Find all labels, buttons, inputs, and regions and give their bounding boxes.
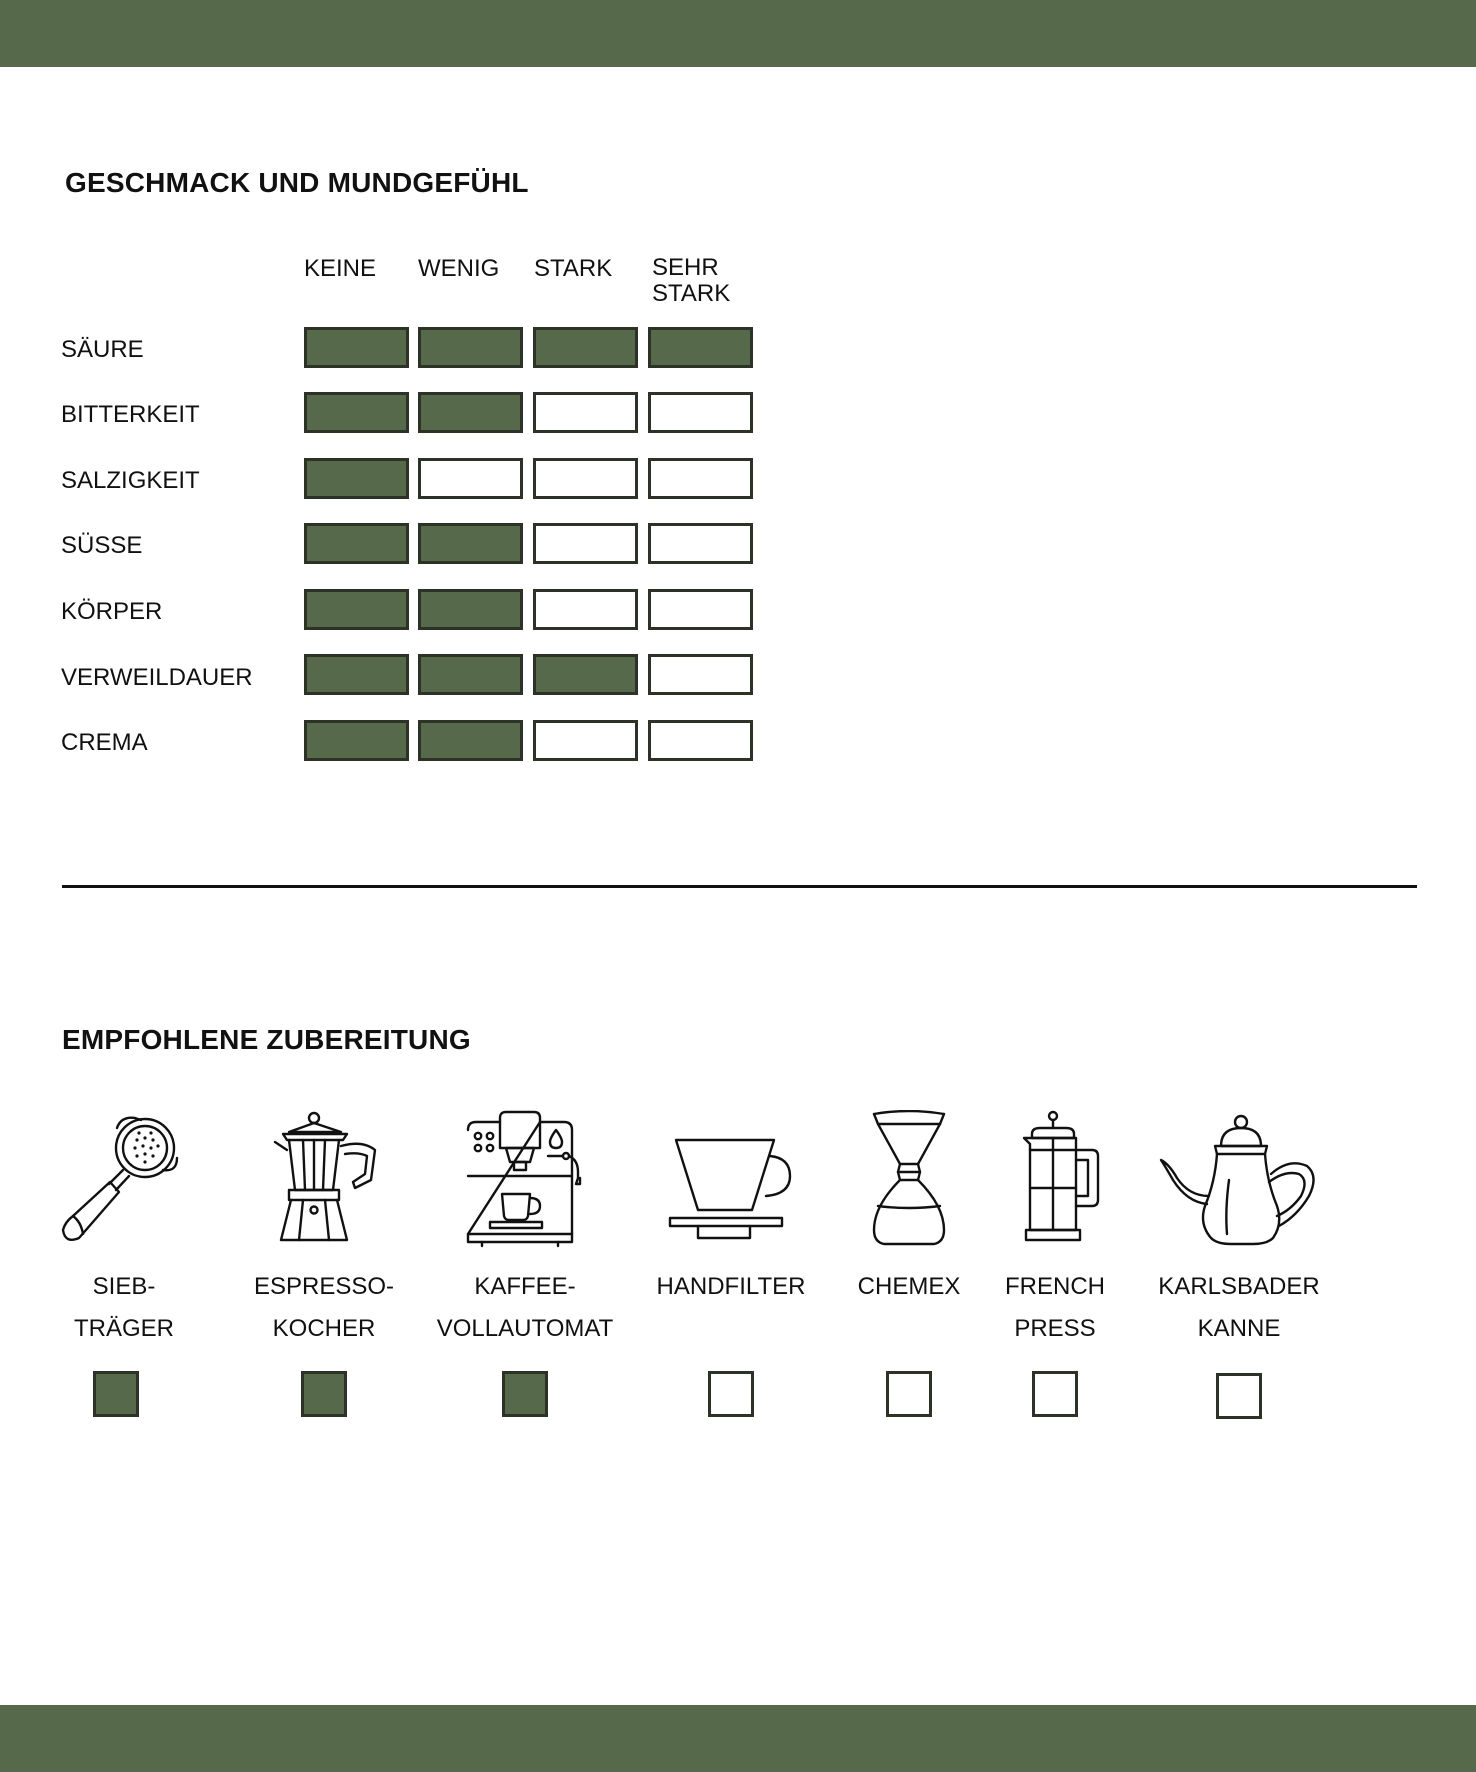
prep-method-moka-pot xyxy=(214,1110,434,1350)
rating-cell[interactable] xyxy=(533,589,638,630)
prep-checkbox-french-press[interactable] xyxy=(1032,1371,1078,1417)
rating-cell[interactable] xyxy=(304,458,409,499)
rating-cell[interactable] xyxy=(304,720,409,761)
rating-cell[interactable] xyxy=(533,654,638,695)
rating-cell[interactable] xyxy=(418,589,523,630)
rating-cell[interactable] xyxy=(418,458,523,499)
scale-header-none: KEINE xyxy=(304,255,377,282)
taste-row-label: VERWEILDAUER xyxy=(61,664,253,691)
prep-method-coffee-machine xyxy=(415,1110,635,1350)
rating-cell[interactable] xyxy=(418,523,523,564)
rating-cell[interactable] xyxy=(304,589,409,630)
prep-checkbox-chemex[interactable] xyxy=(886,1371,932,1417)
taste-row-label: KÖRPER xyxy=(61,598,163,625)
prep-checkbox-moka-pot[interactable] xyxy=(301,1371,347,1417)
prep-method-label: CHEMEX xyxy=(857,1273,961,1300)
prep-checkbox-pour-over[interactable] xyxy=(708,1371,754,1417)
rating-cell[interactable] xyxy=(418,720,523,761)
rating-cell[interactable] xyxy=(304,327,409,368)
prep-section-title: EMPFOHLENE ZUBEREITUNG xyxy=(62,1024,471,1055)
top-band xyxy=(0,0,1476,67)
rating-cell[interactable] xyxy=(418,327,523,368)
prep-method-label: HANDFILTER xyxy=(656,1273,806,1300)
prep-method-portafilter xyxy=(14,1110,234,1350)
taste-section-title: GESCHMACK UND MUNDGEFÜHL xyxy=(65,167,529,198)
section-divider xyxy=(62,885,1417,888)
prep-checkbox-coffee-machine[interactable] xyxy=(502,1371,548,1417)
rating-cell[interactable] xyxy=(304,654,409,695)
rating-cell[interactable] xyxy=(648,523,753,564)
scale-header-strong: STARK xyxy=(534,255,613,282)
rating-cell[interactable] xyxy=(648,392,753,433)
teapot-icon xyxy=(1159,1110,1319,1250)
rating-cell[interactable] xyxy=(304,392,409,433)
prep-method-karlsbad-kettle xyxy=(1129,1110,1349,1350)
prep-checkbox-karlsbad-kettle[interactable] xyxy=(1216,1373,1262,1419)
portafilter-icon xyxy=(59,1110,189,1250)
rating-cell[interactable] xyxy=(418,392,523,433)
prep-method-label: SIEB- TRÄGER xyxy=(73,1273,174,1342)
rating-cell[interactable] xyxy=(418,654,523,695)
rating-cell[interactable] xyxy=(533,392,638,433)
rating-cell[interactable] xyxy=(648,720,753,761)
coffee-machine-icon xyxy=(460,1110,590,1250)
prep-method-label: KAFFEE- VOLLAUTOMAT xyxy=(436,1273,614,1342)
prep-method-label: FRENCH PRESS xyxy=(1005,1273,1105,1342)
rating-cell[interactable] xyxy=(533,523,638,564)
prep-method-label: ESPRESSO- KOCHER xyxy=(253,1273,395,1342)
rating-cell[interactable] xyxy=(533,458,638,499)
prep-checkbox-portafilter[interactable] xyxy=(93,1371,139,1417)
rating-cell[interactable] xyxy=(648,327,753,368)
taste-row-label: SÄURE xyxy=(61,336,144,363)
scale-header-very-strong: SEHR STARK xyxy=(652,254,731,307)
bottom-band xyxy=(0,1705,1476,1772)
rating-cell[interactable] xyxy=(533,720,638,761)
taste-row-label: SÜSSE xyxy=(61,532,143,559)
taste-row-label: CREMA xyxy=(61,729,148,756)
rating-cell[interactable] xyxy=(648,458,753,499)
taste-row-label: BITTERKEIT xyxy=(61,401,200,428)
prep-method-label: KARLSBADER KANNE xyxy=(1158,1273,1320,1342)
rating-cell[interactable] xyxy=(533,327,638,368)
pour-over-icon xyxy=(666,1110,796,1250)
moka-pot-icon xyxy=(259,1110,389,1250)
taste-row-label: SALZIGKEIT xyxy=(61,467,200,494)
rating-cell[interactable] xyxy=(648,654,753,695)
rating-cell[interactable] xyxy=(304,523,409,564)
french-press-icon xyxy=(990,1110,1120,1250)
scale-header-little: WENIG xyxy=(418,255,500,282)
rating-cell[interactable] xyxy=(648,589,753,630)
